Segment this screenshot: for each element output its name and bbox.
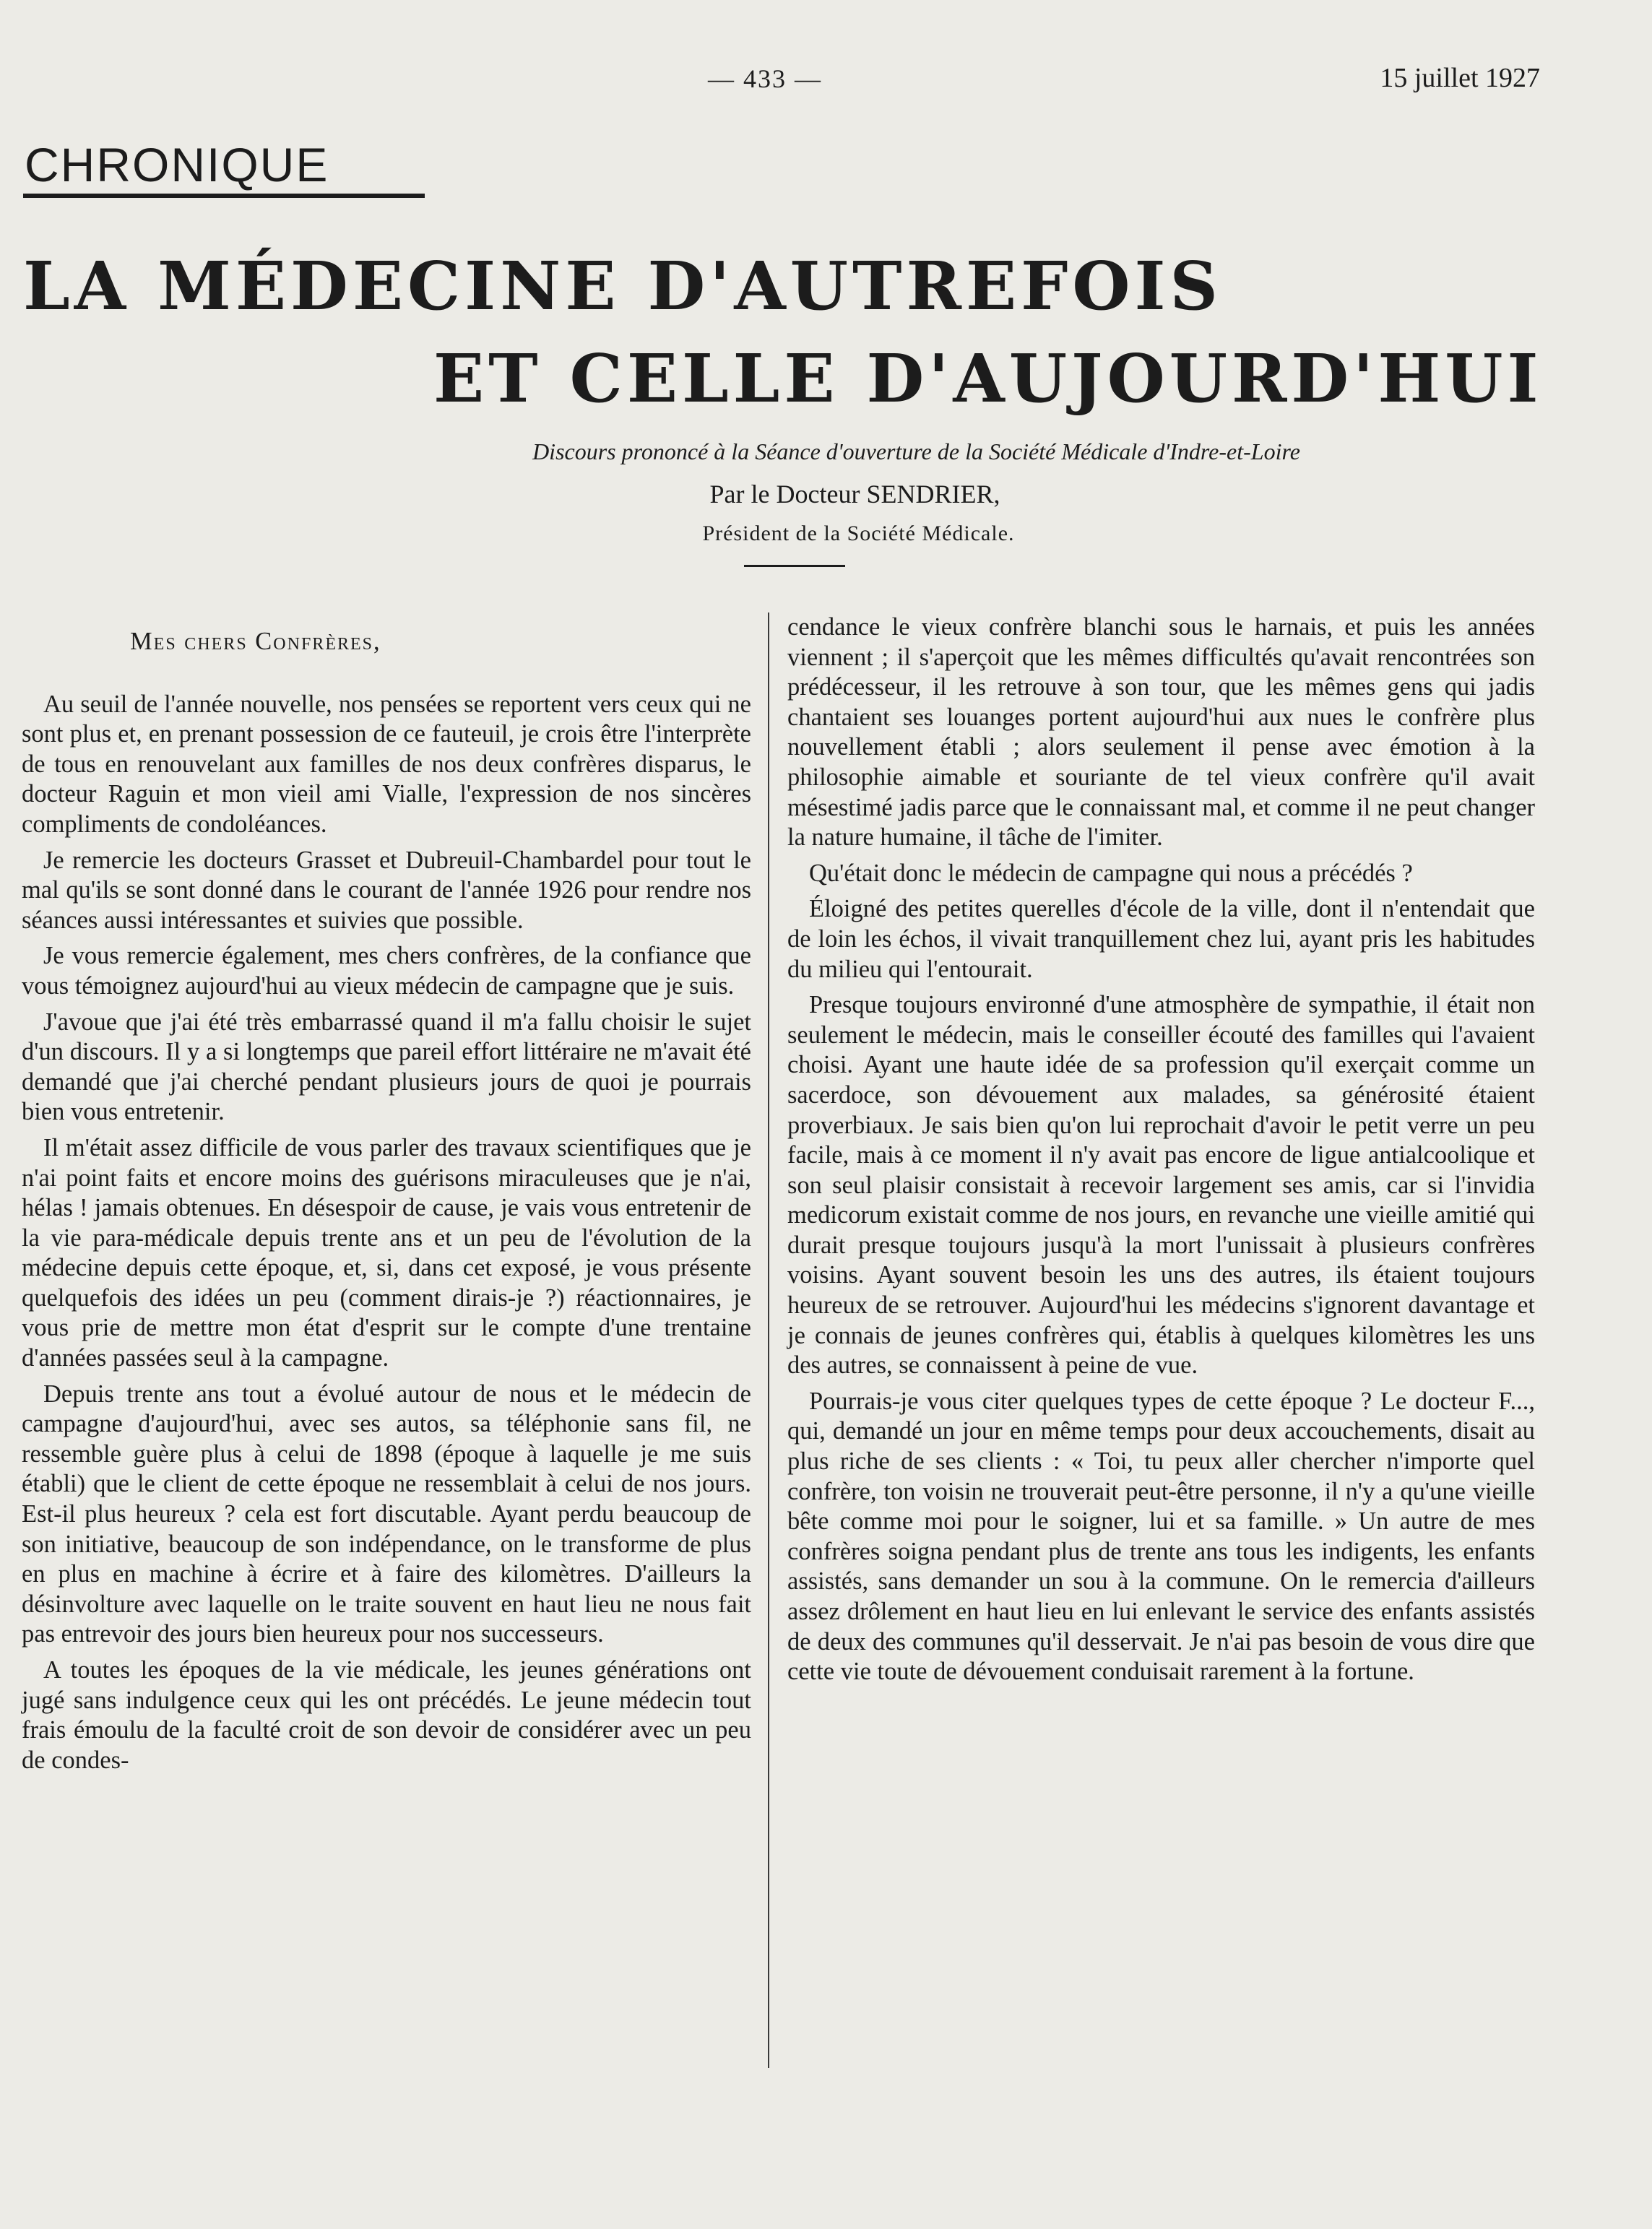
paragraph: Je vous remercie également, mes chers confrères, de la confiance que vous témoignez aujourd'hui au vieux médecin de campagne que je suis. [22,942,751,1000]
paragraph: cendance le vieux confrère blanchi sous le harnais, et puis les années viennent ; il s'aperçoit que les mêmes difficultés qu'avait rencontrées son prédécesseur, il les retrouve à son tour, que les mêmes gens qui jadis chantaient ses louanges portent aujourd'hui aux nues le confrère plus nouvellement établi ; alors seulement il pense avec émotion à la philosophie aimable et souriante de tel vieux confrère qu'il avait mésestimé jadis parce que le connaissant mal, et comme il ne peut changer la nature humaine, il tâche de l'imiter. [787,613,1535,852]
article-subtitle: Discours prononcé à la Séance d'ouverture de la Société Médicale d'Indre-et-Loire [532,438,1300,464]
section-underline [23,194,425,198]
paragraph: J'avoue que j'ai été très embarrassé quand il m'a fallu choisir le sujet d'un discours. Il y a si longtemps que pareil effort littéraire ne m'avait été demandé que j'ai cherché pendant plusieurs jours de quoi je pourrais bien vous entretenir. [22,1008,751,1126]
paragraph: Il m'était assez difficile de vous parler des travaux scientifiques que je n'ai point faits et encore moins des guérisons miraculeuses que je n'ai, hélas ! jamais obtenues. En désespoir de cause, je vais vous entretenir de la vie para-médicale depuis trente ans et un peu de l'évolution de la médecine depuis cette époque, et, si, dans cet exposé, je vous présente quelquefois des idées un peu (comment dirais-je ?) réactionnaires, je vous prie de mettre mon état d'esprit sur le compte d'une trentaine d'années passées seul à la campagne. [22,1133,751,1372]
paragraph: Presque toujours environné d'une atmosphère de sympathie, il était non seulement le médecin, mais le conseiller écouté des familles qui l'avaient choisi. Ayant une haute idée de sa profession qu'il exerçait comme un sacerdoce, son dévouement aux malades, sa générosité étaient proverbiaux. Je sais bien qu'on lui reprochait d'avoir le petit verre un peu facile, mais à ce moment il n'y avait pas encore de ligue antialcoolique et son seul plaisir consistait à recevoir largement ses amis, car si l'invidia medicorum existait comme de nos jours, en revanche une vieille amitié qui durait presque toujours jusqu'à la mort l'unissait à plusieurs confrères voisins. Ayant souvent besoin les uns des autres, ils étaient toujours heureux de se retrouver. Aujourd'hui les médecins s'ignorent davantage et je connais de jeunes confrères qui, établis à quelques kilomètres les uns des autres, se connaissent à peine de vue. [787,991,1535,1380]
paragraph: A toutes les époques de la vie médicale, les jeunes générations ont jugé sans indulgence ceux qui les ont précédés. Le jeune médecin tout frais émoulu de la faculté croit de son devoir de considérer avec un peu de condes- [22,1656,751,1774]
page-number: — 433 — [708,64,822,93]
issue-date: 15 juillet 1927 [1380,63,1540,93]
paragraph: Pourrais-je vous citer quelques types de cette époque ? Le docteur F..., qui, demandé un jour en même temps pour deux accouchements, disait au plus riche de ses clients : « Toi, tu peux aller chercher n'importe quel confrère, ton voisin ne trouverait peut-être personne, il n'y a qu'une vieille bête comme moi pour le soigner, lui et sa famille. » Un autre de mes confrères soigna pendant plus de trente ans tous les indigents, les enfants assistés, sans demander un sou à la commune. On le remercia d'ailleurs assez drôlement en haut lieu en lui enlevant le service des enfants assistés de deux des communes qu'il desservait. Je n'ai pas besoin de vous dire que cette vie toute de dévouement conduisait rarement à la fortune. [787,1387,1535,1686]
header-divider [744,565,845,567]
paragraph: Éloigné des petites querelles d'école de la ville, dont il n'entendait que de loin les échos, il vivait tranquillement chez lui, ayant pris les habitudes du milieu qui l'entourait. [787,895,1535,983]
paragraph: Qu'était donc le médecin de campagne qui nous a précédés ? [809,859,1413,887]
salutation: Mes chers Confrères, [130,628,381,655]
right-column [787,613,1535,1687]
article-title-line-2: ET CELLE D'AUJOURD'HUI [433,339,1543,417]
paragraph: Depuis trente ans tout a évolué autour de nous et le médecin de campagne d'aujourd'hui, avec ses autos, sa téléphonie sans fil, ne ressemble guère plus à celui de 1898 (époque à laquelle je me suis établi) que le client de cette époque ne ressemblait à celui de nos jours. Est-il plus heureux ? cela est fort discutable. Ayant perdu beaucoup de son initiative, beaucoup de son indépendance, on le transforme de plus en plus en machine à écrire et à faire des kilomètres. D'ailleurs la désinvolture avec laquelle on le traite souvent en haut lieu ne nous fait pas entrevoir des jours bien heureux pour nos successeurs. [22,1380,751,1648]
article-title-line-1: LA MÉDECINE D'AUTREFOIS [23,247,1222,325]
column-divider [768,613,769,2068]
section-label: CHRONIQUE [25,138,329,191]
author-role: Président de la Société Médicale. [702,521,1015,545]
paragraph: Je remercie les docteurs Grasset et Dubreuil-Chambardel pour tout le mal qu'ils se sont donné dans le courant de l'année 1926 pour rendre nos séances aussi intéressantes et suivies que possible. [22,846,751,934]
paragraph: Au seuil de l'année nouvelle, nos pensées se reportent vers ceux qui ne sont plus et, en prenant possession de ce fauteuil, je crois être l'interprète de tous en renouvelant aux familles de nos deux confrères disparus, le docteur Raguin et mon vieil ami Vialle, l'expression de nos sincères compliments de condoléances. [22,690,751,838]
left-column [22,613,751,1775]
author-byline: Par le Docteur SENDRIER, [709,480,1000,508]
